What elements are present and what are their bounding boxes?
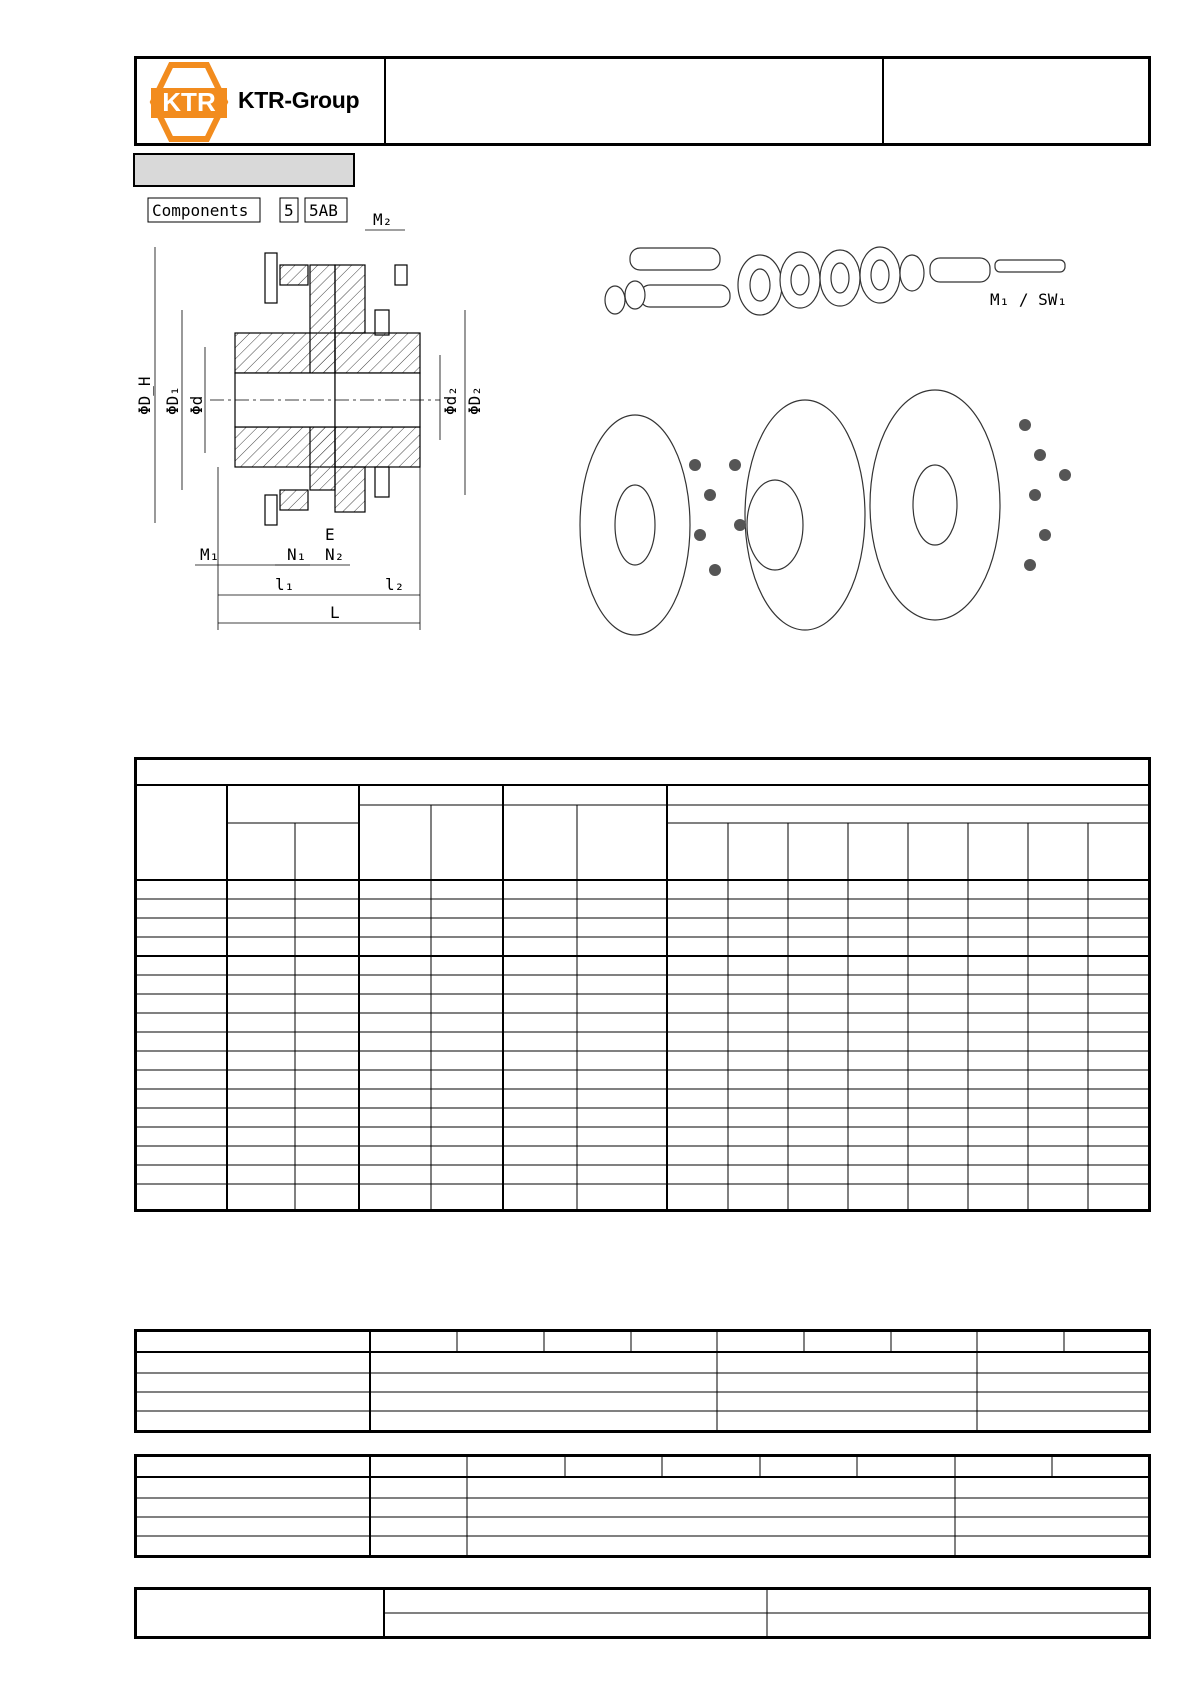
section-title-bar [133, 153, 355, 187]
header-divider-2 [882, 59, 884, 143]
svg-text:N₁: N₁ [287, 545, 307, 564]
header-box [134, 56, 1151, 146]
svg-text:E: E [325, 525, 335, 544]
svg-text:Components: Components [152, 201, 249, 220]
svg-text:5: 5 [284, 201, 294, 220]
svg-text:5AB: 5AB [309, 201, 338, 220]
ktr-logo [151, 63, 227, 141]
svg-text:ΦD_H: ΦD_H [135, 376, 154, 415]
svg-text:M₁: M₁ [200, 545, 220, 564]
svg-text:L: L [330, 603, 340, 622]
svg-text:Φd₂: Φd₂ [441, 386, 460, 415]
svg-text:l₁: l₁ [275, 575, 295, 594]
svg-text:ΦD₁: ΦD₁ [163, 386, 182, 415]
svg-text:M₂: M₂ [373, 210, 393, 229]
spec-table-2 [134, 1454, 1151, 1558]
footer-box [134, 1587, 1151, 1639]
spec-table-1 [134, 1329, 1151, 1433]
svg-text:KTR: KTR [162, 87, 216, 117]
brand-name: KTR-Group [238, 87, 360, 113]
svg-text:N₂: N₂ [325, 545, 345, 564]
svg-text:Φd: Φd [187, 395, 206, 415]
svg-text:M₁ / SW₁: M₁ / SW₁ [990, 290, 1068, 309]
svg-text:ΦD₂: ΦD₂ [465, 386, 484, 415]
exploded-assembly-view [535, 405, 1135, 645]
coupling-cross-section [135, 201, 520, 675]
header-divider-1 [384, 59, 386, 143]
exploded-parts-view [590, 240, 1090, 340]
main-data-table [134, 757, 1151, 1212]
svg-text:l₂: l₂ [385, 575, 405, 594]
